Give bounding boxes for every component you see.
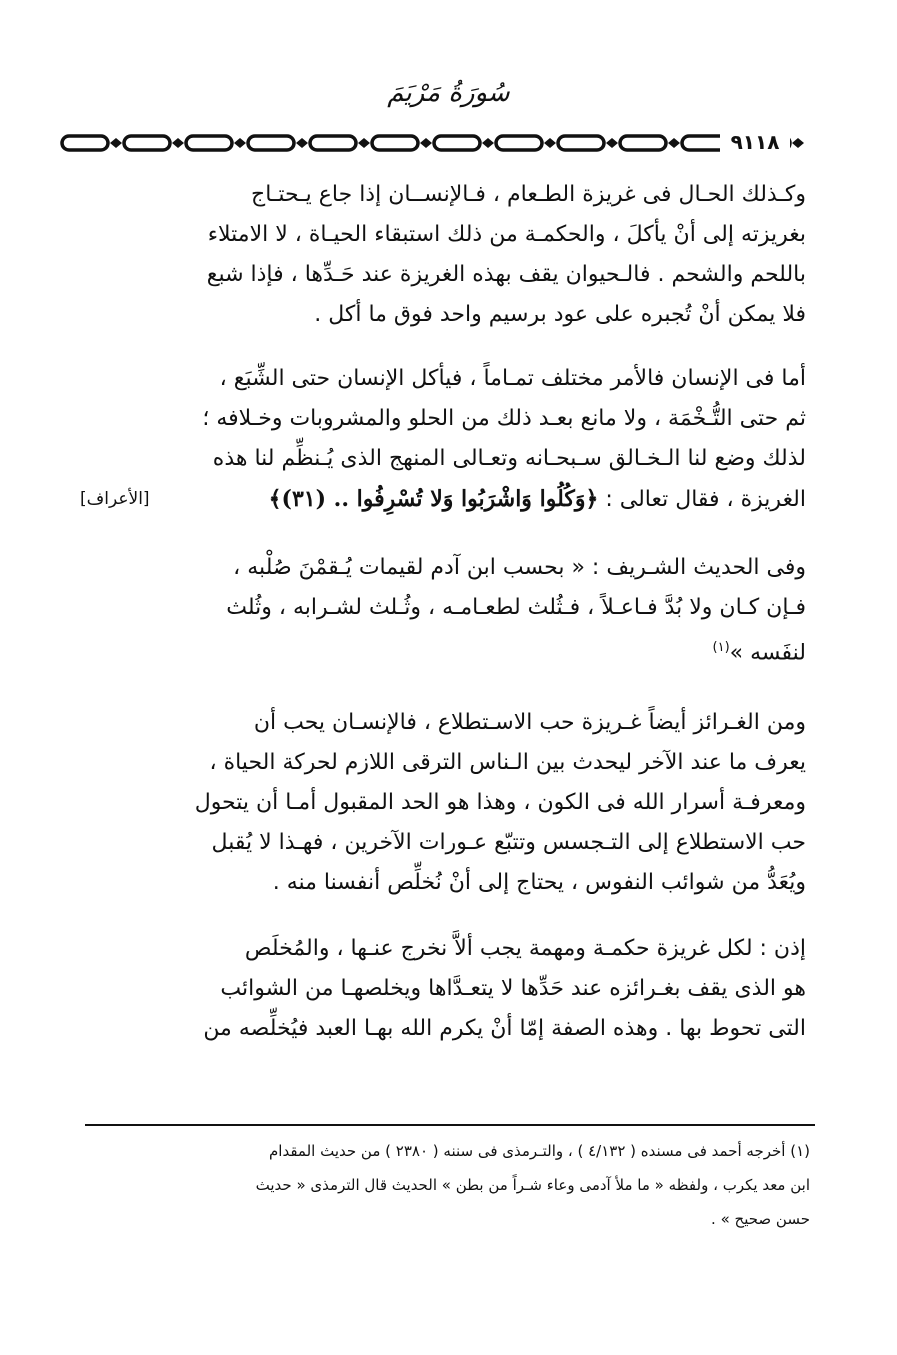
paragraph-5 [80, 929, 806, 1049]
surah-reference: [الأعراف] [80, 489, 150, 509]
chain-diamond [420, 138, 432, 148]
text-line: وفى الحديث الشـريف : « بحسب ابن آدم لقيمات يُـقمْنَ صُلْبه ، [233, 555, 806, 580]
chain-link [124, 136, 170, 150]
chain-diamond [234, 138, 246, 148]
chain-diamond [606, 138, 618, 148]
main-text [80, 175, 806, 1049]
verse-main [269, 479, 806, 520]
chain-diamond [544, 138, 556, 148]
text-line: فـإن كـان ولا بُدَّ فـاعـلاً ، فـثُلث لطعـامـه ، وثُـلث لشـرابه ، وثُلث [226, 595, 806, 620]
text-line: ثم حتى التُّـخْمَة ، ولا مانع بعـد ذلك من الحلو والمشروبات وخـلافه ؛ [202, 406, 806, 431]
text-line: التى تحوط بها . وهذه الصفة إمّا أنْ يكرم الله بهـا العبد فيُخلِّصه من [203, 1016, 806, 1042]
page-number: ٩١١٨ [720, 128, 790, 156]
verse-lead: الغريزة ، فقال تعالى : [605, 487, 806, 512]
chain-link [248, 136, 294, 150]
text-line: إذن : لكل غريزة حكمـة ومهمة يجب ألاَّ نخرج عنـها ، والمُخلَص [244, 936, 806, 962]
verse-line [80, 479, 806, 520]
chain-link [372, 136, 418, 150]
paragraph-3 [80, 548, 806, 673]
paragraph-2 [80, 359, 806, 520]
paragraph-4 [80, 703, 806, 903]
footnotes [120, 1134, 810, 1236]
chain-link [496, 136, 542, 150]
surah-title: سُورَةُ مَرْيَمَ [387, 78, 510, 108]
chain-diamond [668, 138, 680, 148]
footnote-line: (١) أخرجه أحمد فى مسنده ( ٤/١٣٢ ) ، والتـرمذى فى سننه ( ٢٣٨٠ ) من حديث المقدام [269, 1142, 810, 1160]
text-line: ومعرفـة أسرار الله فى الكون ، وهذا هو الحد المقبول أمـا أن يتحول [194, 790, 806, 816]
chain-diamond [792, 138, 804, 148]
chain-diamond [110, 138, 122, 148]
text-line: وكـذلك الحـال فى غريزة الطـعام ، فـالإنســان إذا جاع يـحتـاج [251, 182, 806, 207]
text-line: فلا يمكن أنْ تُجبره على عود برسيم واحد فوق ما أكل . [314, 302, 806, 327]
chain-link [558, 136, 604, 150]
text-line: لذلك وضع لنا الـخـالق سـبحـانه وتعـالى المنهج الذى يُـنظِّم لنا هذه [212, 446, 806, 471]
footnote-divider [85, 1124, 815, 1126]
chain-diamond [296, 138, 308, 148]
text-line: لنفَسه » [729, 640, 806, 666]
text-line: يعرف ما عند الآخر ليحدث بين الـناس الترقى اللازم لحركة الحياة ، [209, 750, 806, 776]
chain-ornament-icon [58, 126, 828, 160]
chain-link [620, 136, 666, 150]
text-line: ويُعَدُّ من شوائب النفوس ، يحتاج إلى أنْ نُخلِّص أنفسنا منه . [272, 870, 806, 896]
text-line: أما فى الإنسان فالأمر مختلف تمـاماً ، فيأكل الإنسان حتى الشِّبَع ، [219, 366, 806, 391]
decorative-chain-border [58, 126, 828, 160]
footnote-marker: (١) [712, 640, 730, 655]
text-line: حب الاستطلاع إلى التـجسس وتتبّع عـورات الآخرين ، فهـذا لا يُقبل [211, 830, 806, 856]
text-line: هو الذى يقف بغـرائزه عند حَدِّها لا يتعـدَّاها ويخلصهـا من الشوائب [220, 976, 806, 1002]
chain-link [310, 136, 356, 150]
chain-link [186, 136, 232, 150]
chain-link [434, 136, 480, 150]
footnote-line: حسن صحيح » . [711, 1210, 810, 1228]
text-line: باللحم والشحم . فالـحيوان يقف بهذه الغريزة عند حَـدِّها ، فإذا شبع [206, 262, 806, 287]
paragraph-1 [80, 175, 806, 335]
text-line: ومن الغـرائز أيضاً غـريزة حب الاسـتطلاع ، فالإنسـان يحب أن [253, 710, 806, 736]
chain-diamond [358, 138, 370, 148]
chain-diamond [172, 138, 184, 148]
text-line: بغريزته إلى أنْ يأكلَ ، والحكمـة من ذلك استبقاء الحيـاة ، لا الامتلاء [207, 222, 806, 247]
quran-verse: ﴿وَكُلُوا وَاشْرَبُوا وَلا تُسْرِفُوا .. (٣١)﴾ [268, 486, 599, 512]
footnote-line: ابن معد يكرب ، ولفظه « ما ملأ آدمى وعاء شـراً من بطن » الحديث قال الترمذى « حديث [255, 1176, 810, 1194]
chain-diamond [482, 138, 494, 148]
chain-link [62, 136, 108, 150]
